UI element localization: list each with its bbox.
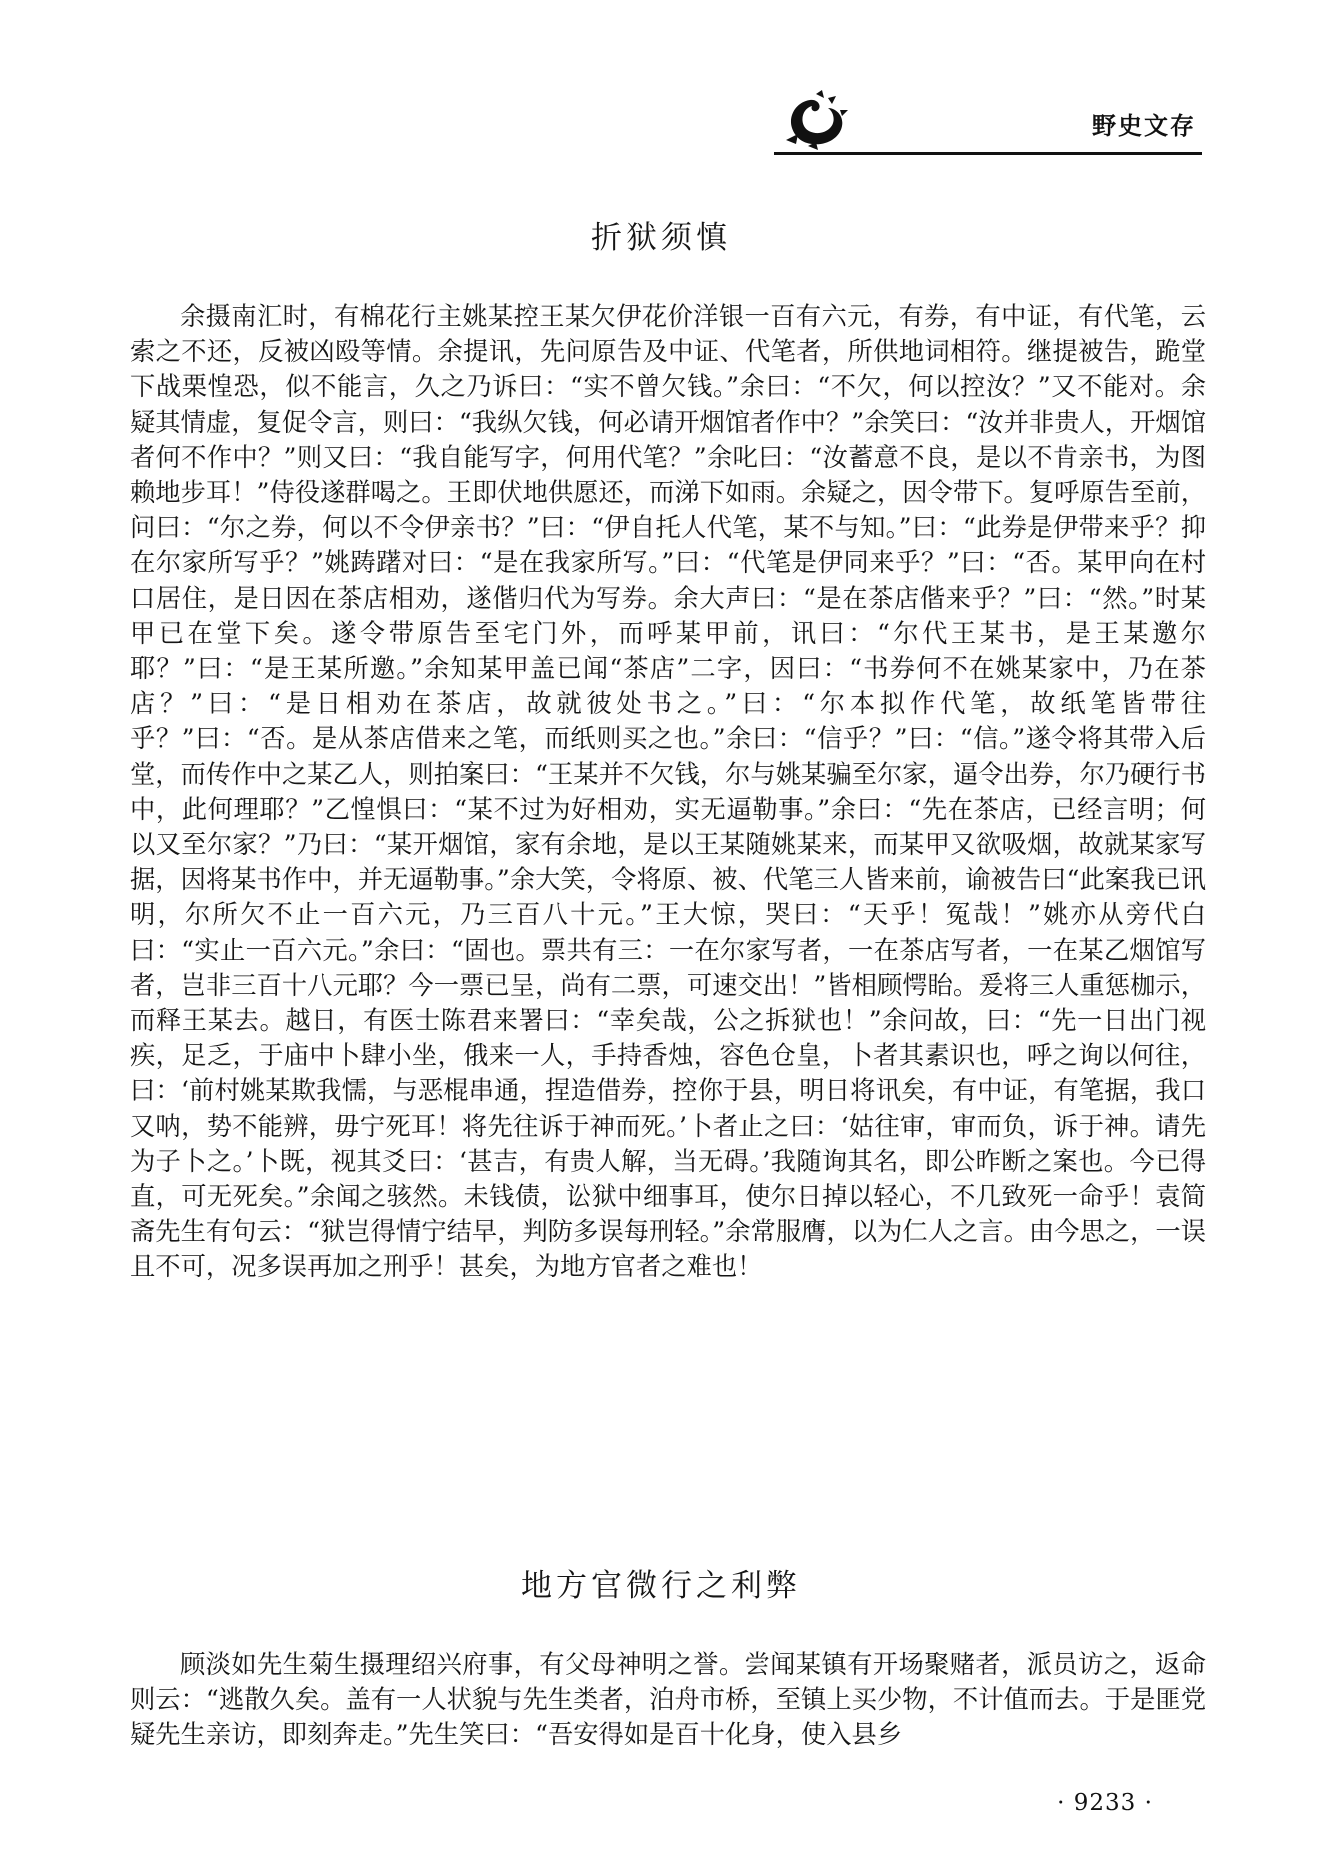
header-rule bbox=[774, 152, 1202, 155]
section-title: 地方官微行之利弊 bbox=[521, 1568, 801, 1604]
series-title: 野史文存 bbox=[1092, 112, 1196, 140]
page-number: · 9233 · bbox=[1057, 1790, 1153, 1816]
running-header bbox=[774, 88, 1202, 158]
body-paragraph: 余摄南汇时，有棉花行主姚某控王某欠伊花价洋银一百有六元，有券，有中证，有代笔，云索之不还，反被凶殴等情。余提讯，先问原告及中证、代笔者，所供地词相符。继提被告，跪堂下战栗惶恐，似不能言，久之乃诉曰：“实不曾欠钱。”余曰：“不欠，何以控汝？”又不能对。余疑其情虚，复促令言，则曰：“我纵欠钱，何必请开烟馆者作中？”余笑曰：“汝并非贵人，开烟馆者何不作中？”则又曰：“我自能写字，何用代笔？”余叱曰：“汝蓄意不良，是以不肯亲书，为图赖地步耳！”侍役遂群喝之。王即伏地供愿还，而涕下如雨。余疑之，因令带下。复呼原告至前，问曰：“尔之券，何以不令伊亲书？”曰：“伊自托人代笔，某不与知。”曰：“此券是伊带来乎？抑在尔家所写乎？”姚踌躇对曰：“是在我家所写。”曰：“代笔是伊同来乎？”曰：“否。某甲向在村口居住，是日因在茶店相劝，遂偕归代为写券。余大声曰：“是在茶店偕来乎？”曰：“然。”时某甲已在堂下矣。遂令带原告至宅门外，而呼某甲前，讯曰：“尔代王某书，是王某邀尔耶？”曰：“是王某所邀。”余知某甲盖已闻“茶店”二字，因曰：“书券何不在姚某家中，乃在茶店？”曰：“是日相劝在茶店，故就彼处书之。”曰：“尔本拟作代笔，故纸笔皆带往乎？”曰：“否。是从茶店借来之笔，而纸则买之也。”余曰：“信乎？”曰：“信。”遂令将其带入后堂，而传作中之某乙人，则拍案曰：“王某并不欠钱，尔与姚某骗至尔家，逼令出券，尔乃硬行书中，此何理耶？”乙惶惧曰：“某不过为好相劝，实无逼勒事。”余曰：“先在茶店，已经言明；何以又至尔家？”乃曰：“某开烟馆，家有余地，是以王某随姚某来，而某甲又欲吸烟，故就某家写据，因将某书作中，并无逼勒事。”余大笑，令将原、被、代笔三人皆来前，谕被告曰“此案我已讯明，尔所欠不止一百六元，乃三百八十元。”王大惊，哭曰：“天乎！冤哉！”姚亦从旁代白曰：“实止一百六元。”余曰：“固也。票共有三：一在尔家写者，一在茶店写者，一在某乙烟馆写者，岂非三百十八元耶？今一票已呈，尚有二票，可速交出！”皆相顾愕眙。爰将三人重惩枷示，而释王某去。越日，有医士陈君来署曰：“幸矣哉，公之拆狱也！”余问故，曰：“先一日出门视疾，足乏，于庙中卜肆小坐，俄来一人，手持香烛，容色仓皇，卜者其素识也，呼之询以何往，曰：‘前村姚某欺我懦，与恶棍串通，捏造借券，控你于县，明日将讯矣，有中证，有笔据，我口又呐，势不能辨，毋宁死耳！将先往诉于神而死。’卜者止之曰：‘姑往审，审而负，诉于神。请先为子卜之。’卜既，视其爻曰：‘甚吉，有贵人解，当无碍。’我随询其名，即公昨断之案也。今已得直，可无死矣。”余闻之骇然。未钱债，讼狱中细事耳，使尔日掉以轻心，不几致死一命乎！袁简斋先生有句云：“狱岂得情宁结早，判防多误每刑轻。”余常服膺，以为仁人之言。由今思之，一误且不可，况多误再加之刑乎！甚矣，为地方官者之难也！ bbox=[130, 302, 1206, 1282]
body-paragraph: 顾淡如先生菊生摄理绍兴府事，有父母神明之誉。尝闻某镇有开场聚赌者，派员访之，返命则云：“逃散久矣。盖有一人状貌与先生类者，泊舟市桥，至镇上买少物，不计值而去。于是匪党疑先生亲访，即刻奔走。”先生笑曰：“吾安得如是百十化身，使入县乡 bbox=[130, 1650, 1206, 1750]
section-title: 折狱须慎 bbox=[591, 220, 731, 256]
dragon-emblem-icon bbox=[782, 88, 852, 152]
